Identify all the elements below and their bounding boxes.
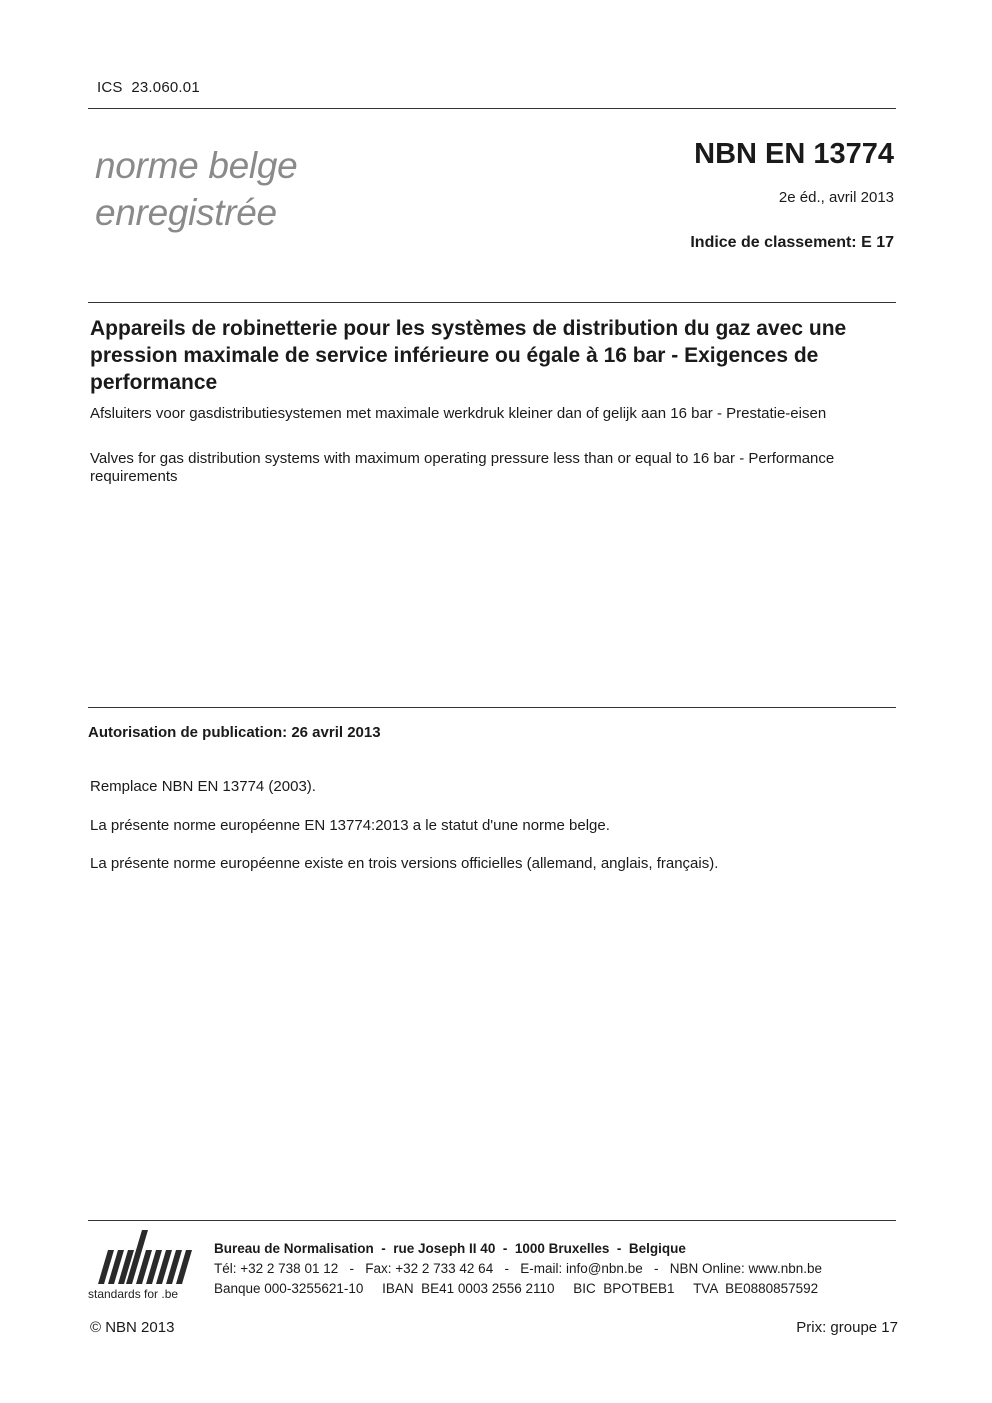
title-divider (88, 302, 896, 303)
ics-code: ICS 23.060.01 (97, 79, 200, 96)
brand-title (95, 142, 297, 236)
versions-note: La présente norme européenne existe en trois versions officielles (allemand, anglais, français). (90, 855, 719, 872)
standard-number: NBN EN 13774 (694, 138, 894, 170)
title-french: Appareils de robinetterie pour les systèmes de distribution du gaz avec une pression maximale de service inférieure ou égale à 16 bar - Exigences de performance (90, 317, 847, 394)
bureau-address: Bureau de Normalisation - rue Joseph II 40 - 1000 Bruxelles - Belgique (214, 1241, 686, 1256)
footer-divider (88, 1220, 896, 1221)
title-dutch: Afsluiters voor gasdistributiesystemen met maximale werkdruk kleiner dan of gelijk aan 16 bar - Prestatie-eisen (90, 405, 827, 422)
classification-index: Indice de classement: E 17 (690, 234, 894, 251)
replaces-note: Remplace NBN EN 13774 (2003). (90, 778, 316, 795)
contact-details: Tél: +32 2 738 01 12 - Fax: +32 2 733 42 64 - E-mail: info@nbn.be - NBN Online: www.nbn.be (214, 1261, 823, 1276)
bank-details: Banque 000-3255621-10 IBAN BE41 0003 2556 2110 BIC BPOTBEB1 TVA BE0880857592 (214, 1281, 819, 1296)
publication-divider (88, 707, 896, 708)
copyright: © NBN 2013 (90, 1319, 175, 1336)
edition-date: 2e éd., avril 2013 (778, 189, 894, 206)
nbn-logo (88, 1228, 200, 1308)
price-group: Prix: groupe 17 (796, 1319, 898, 1336)
nbn-logo-icon (88, 1228, 200, 1286)
publication-authorisation: Autorisation de publication: 26 avril 2013 (88, 724, 381, 741)
logo-caption: standards for .be (88, 1287, 179, 1301)
header-divider (88, 108, 896, 109)
brand-line-1: norme belge (95, 145, 298, 186)
status-note: La présente norme européenne EN 13774:2013 a le statut d'une norme belge. (90, 817, 610, 834)
title-english: Valves for gas distribution systems with maximum operating pressure less than or equal to 16 bar - Performance requirements (90, 450, 835, 485)
brand-line-2: enregistrée (95, 192, 277, 233)
